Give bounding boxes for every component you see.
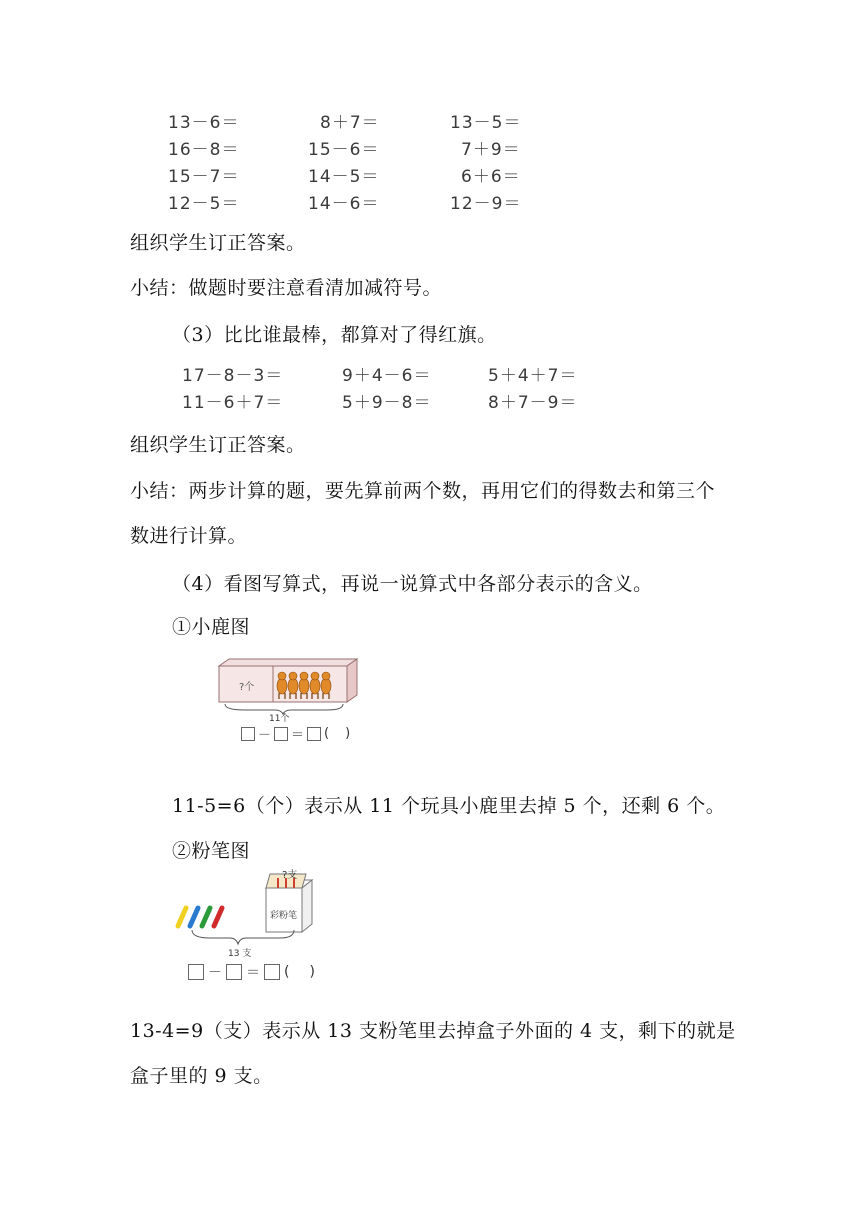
equation: 11－6＋7＝: [182, 393, 284, 413]
minus-sign: －: [208, 965, 222, 981]
open-paren: (: [324, 726, 330, 741]
brace-label: 13 支: [228, 949, 252, 959]
figure-caption: ①小鹿图: [172, 616, 251, 638]
equation: 7＋9＝: [461, 140, 521, 160]
equation: 6＋6＝: [461, 167, 521, 187]
equals-sign: ＝: [291, 728, 305, 743]
open-paren: (: [284, 964, 290, 980]
blank-equation: [241, 724, 350, 743]
brace-label: 11个: [269, 714, 290, 724]
answer-box: [264, 964, 280, 980]
box-label: ?个: [239, 682, 255, 693]
deer-figure: [215, 656, 365, 746]
equation: 16－8＝: [168, 140, 240, 160]
section-heading: （4）看图写算式，再说一说算式中各部分表示的含义。: [172, 573, 653, 595]
blank-equation: [188, 962, 315, 982]
answer-box: [307, 727, 321, 741]
equation: 15－6＝: [308, 140, 380, 160]
paragraph: 组织学生订正答案。: [130, 434, 306, 456]
equals-sign: ＝: [246, 965, 260, 981]
equation: 15－7＝: [168, 167, 240, 187]
equation: 12－5＝: [168, 194, 240, 214]
equation: 8＋7－9＝: [488, 393, 578, 413]
explanation-paragraph-continued: 盒子里的 9 支。: [130, 1065, 273, 1087]
answer-box: [226, 964, 242, 980]
explanation-paragraph: 11-5=6（个）表示从 11 个玩具小鹿里去掉 5 个，还剩 6 个。: [172, 795, 726, 817]
box-text: 彩粉笔: [270, 911, 298, 921]
equation: 9＋4－6＝: [342, 366, 432, 386]
answer-box: [274, 727, 288, 741]
answer-box: [241, 727, 255, 741]
answer-box: [188, 964, 204, 980]
minus-sign: －: [258, 728, 272, 743]
equation: 13－6＝: [168, 113, 240, 133]
close-paren: ): [309, 964, 315, 980]
summary-paragraph: 小结：做题时要注意看清加减符号。: [130, 277, 443, 299]
equation: 8＋7＝: [320, 113, 380, 133]
paragraph: 组织学生订正答案。: [130, 232, 306, 254]
equation: 12－9＝: [450, 194, 522, 214]
equation: 14－5＝: [308, 167, 380, 187]
equation: 13－5＝: [450, 113, 522, 133]
summary-paragraph: 小结：两步计算的题，要先算前两个数，再用它们的得数去和第三个: [130, 480, 716, 502]
equation: 14－6＝: [308, 194, 380, 214]
equation: 5＋4＋7＝: [488, 366, 578, 386]
explanation-paragraph: 13-4=9（支）表示从 13 支粉笔里去掉盒子外面的 4 支，剩下的就是: [130, 1020, 736, 1042]
summary-paragraph-continued: 数进行计算。: [130, 525, 248, 547]
equation: 17－8－3＝: [182, 366, 284, 386]
close-paren: ): [345, 726, 351, 741]
chalk-figure: [170, 866, 340, 986]
section-heading: （3）比比谁最棒，都算对了得红旗。: [172, 324, 497, 346]
box-top-label: ?支: [282, 870, 298, 881]
equation: 5＋9－8＝: [342, 393, 432, 413]
figure-caption: ②粉笔图: [172, 840, 251, 862]
